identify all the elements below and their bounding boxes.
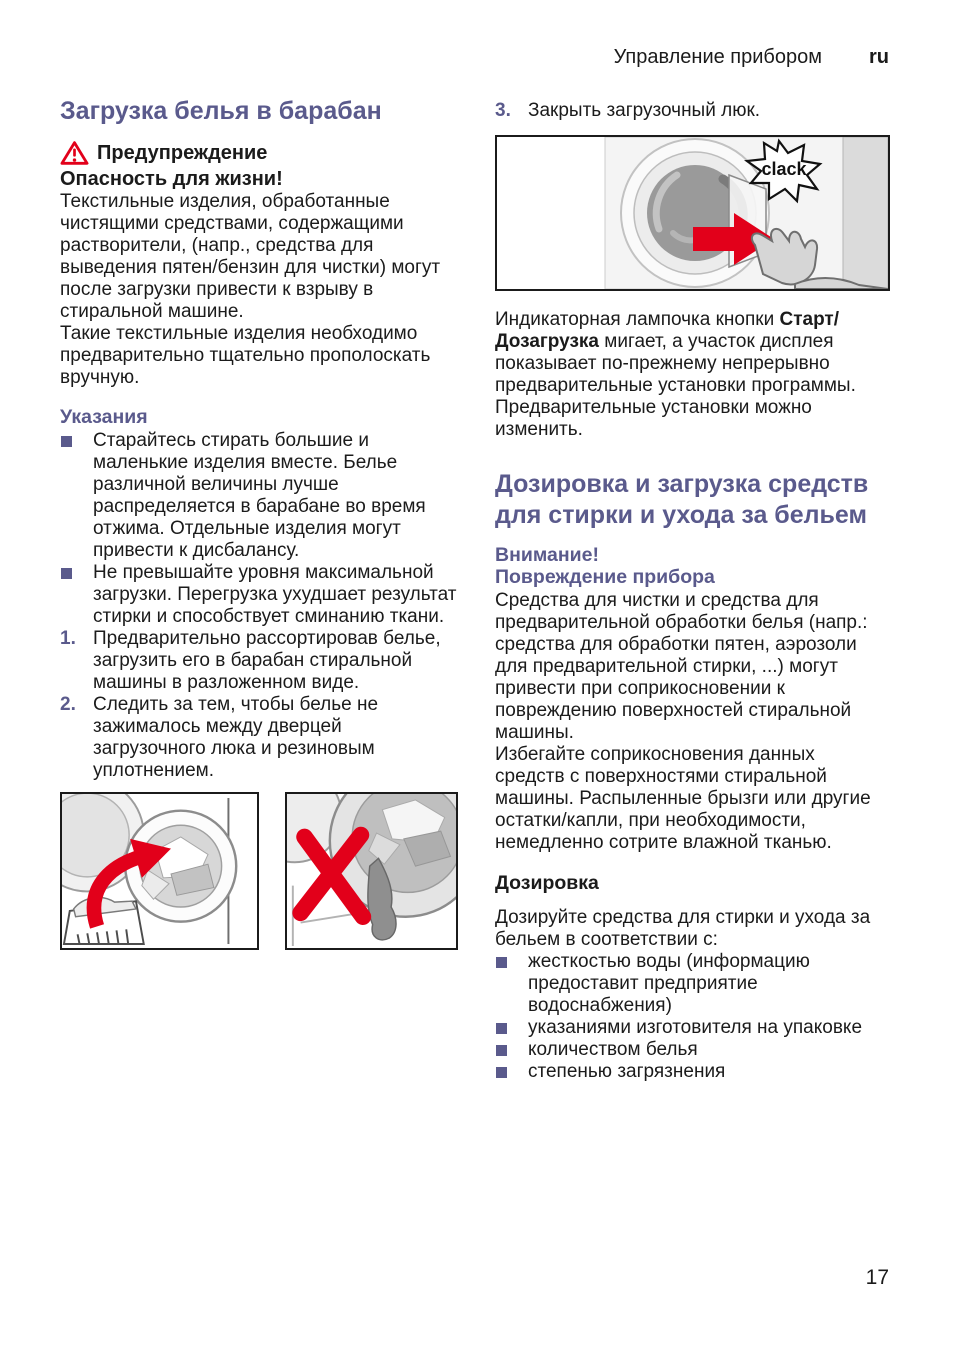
list-item (495, 1061, 889, 1083)
square-bullet-icon (496, 1045, 507, 1056)
attention-label: Внимание! (495, 544, 599, 566)
steps-list (60, 628, 458, 782)
danger-label: Опасность для жизни! (60, 168, 283, 190)
left-column (60, 96, 458, 950)
load-laundry-illustration (60, 792, 259, 950)
list-item (60, 430, 458, 562)
notes-heading: Указания (60, 406, 148, 428)
square-bullet-icon (61, 436, 72, 447)
warning-paragraph: Текстильные изделия, обработанные чистящими средствами, содержащими растворители, (напр., средства для выведения пятен/бензин для чистки) могут после загрузки привести к взрыву в стиральной машине. (60, 191, 441, 322)
caution-paragraph: Избегайте соприкосновения данных средств с поверхностями стиральной машины. Распыленные брызги или другие остатки/капли, при необходимости, немедленно сотрите влажной тканью. (495, 744, 871, 853)
indicator-paragraph-2: Предварительные установки можно изменить. (495, 397, 812, 440)
list-item (495, 951, 889, 1017)
dosing-bullet-text: указаниями изготовителя на упаковке (528, 1017, 863, 1038)
indicator-text-pre: Индикаторная лампочка кнопки (495, 309, 780, 330)
close-door-illustration (495, 135, 890, 291)
dosing-heading: Дозировка (495, 872, 599, 894)
step-text: Предварительно рассортировав белье, загрузить его в барабан стиральной машины в разложенном виде. (93, 628, 441, 693)
page-header (495, 46, 889, 68)
warning-header (60, 140, 458, 166)
dosing-intro: Дозируйте средства для стирки и ухода за бельем в соответствии с: (495, 907, 871, 950)
step-number: 2. (60, 694, 76, 715)
square-bullet-icon (61, 568, 72, 579)
list-item (495, 1039, 889, 1061)
damage-label: Повреждение прибора (495, 566, 715, 588)
chapter-title: Загрузка белья в барабан (60, 97, 382, 125)
dosing-bullet-text: количеством белья (528, 1039, 698, 1060)
warning-paragraph: Такие текстильные изделия необходимо предварительно тщательно прополоскать вручную. (60, 323, 431, 388)
step-item (60, 694, 458, 782)
step-text: Следить за тем, чтобы белье не зажималось между дверцей загрузочного люка и резиновым уплотнением. (93, 694, 379, 781)
list-item (60, 562, 458, 628)
start-reload-button-name: Старт/Дозагрузка (495, 309, 840, 352)
indicator-text-post: мигает, а участок дисплея показывает по-прежнему непрерывно предварительные установки программы. (495, 331, 856, 396)
note-text: Не превышайте уровня максимальной загрузки. Перегрузка ухудшает результат стирки и способствует сминанию ткани. (93, 562, 457, 627)
step-text: Закрыть загрузочный люк. (528, 100, 761, 121)
caution-paragraph: Средства для чистки и средства для предварительной обработки белья (напр.: средства для обработки пятен, аэрозоли для предварительной стирки, ...) могут привести при соприкосновении к повреждению поверхностей стиральной машины. (495, 590, 868, 743)
laundry-caught-illustration (285, 792, 458, 950)
note-text: Старайтесь стирать большие и маленькие изделия вместе. Белье различной величины лучше распределяется в барабане во время отжима. Отдельные изделия могут привести к дисбалансу. (93, 430, 426, 561)
figures-row (60, 792, 458, 950)
notes-list (60, 430, 458, 628)
section-title: Дозировка и загрузка средств для стирки и ухода за бельем (495, 470, 869, 529)
header-language-code: ru (869, 46, 889, 68)
square-bullet-icon (496, 1067, 507, 1078)
step-item (60, 628, 458, 694)
indicator-paragraph (495, 309, 889, 397)
step-item (495, 100, 889, 122)
square-bullet-icon (496, 1023, 507, 1034)
dosing-bullet-text: жесткостью воды (информацию предоставит предприятие водоснабжения) (528, 951, 810, 1016)
list-item (495, 1017, 889, 1039)
header-section-title: Управление прибором (613, 46, 822, 68)
step-number: 1. (60, 628, 76, 649)
dosing-bullet-text: степенью загрязнения (528, 1061, 726, 1082)
warning-label: Предупреждение (97, 142, 268, 164)
square-bullet-icon (496, 957, 507, 968)
page-number: 17 (865, 1266, 889, 1289)
right-column (495, 100, 889, 1083)
warning-triangle-icon (60, 140, 89, 166)
step-number: 3. (495, 100, 511, 121)
clack-sound-label: clack (761, 159, 807, 179)
dosing-list (495, 951, 889, 1083)
